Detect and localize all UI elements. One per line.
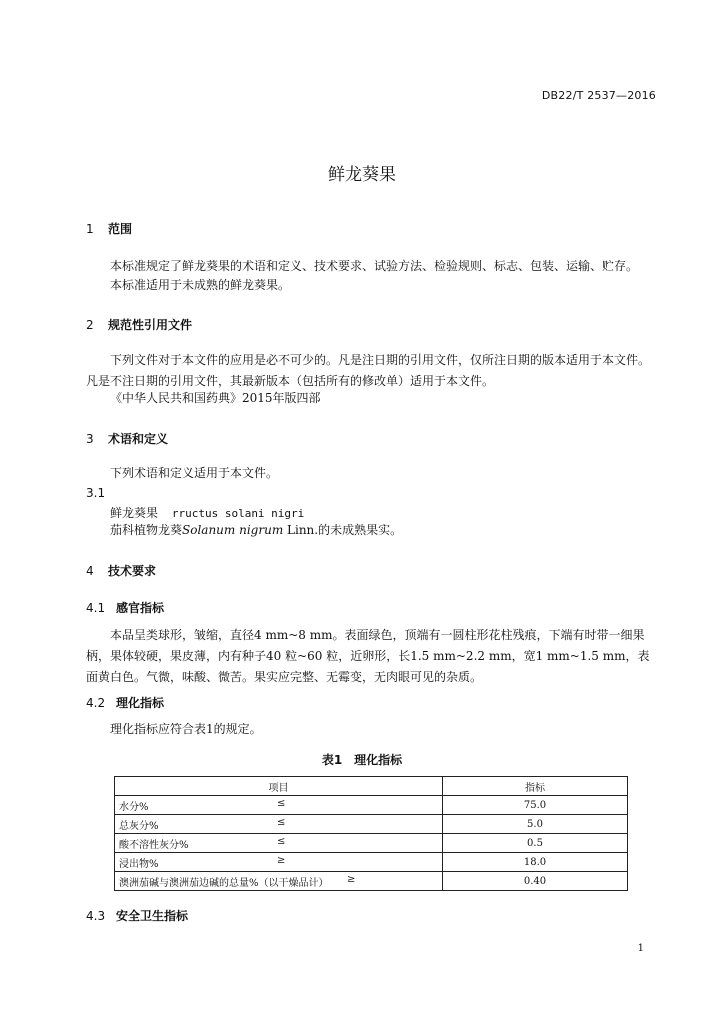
item-operator: ≥ [347, 874, 356, 885]
table-row [115, 815, 628, 834]
term-entry [110, 504, 304, 521]
definition-suffix: Linn.的未成熟果实。 [283, 523, 403, 537]
row-value: 75.0 [443, 796, 628, 815]
item-operator: ≤ [277, 817, 286, 828]
section-title: 安全卫生指标 [116, 909, 189, 923]
section-number: 2 [86, 318, 94, 332]
item-operator: ≤ [277, 798, 286, 809]
term-latin: rructus solani nigri [171, 507, 305, 520]
term-chinese: 鲜龙葵果 [110, 506, 159, 520]
item-name: 浸出物% [119, 858, 159, 870]
section-4-3-heading [86, 907, 188, 924]
section-number: 1 [86, 222, 94, 236]
item-name: 总灰分% [119, 820, 159, 832]
row-item [115, 796, 443, 815]
table-row [115, 872, 628, 891]
section-3-paragraph-1: 下列术语和定义适用于本文件。 [110, 466, 279, 480]
section-4-2-heading [86, 694, 164, 711]
item-name: 澳洲茄碱与澳洲茄边碱的总量%（以干燥品计） [119, 877, 329, 889]
page-number: 1 [637, 943, 644, 954]
row-value: 5.0 [443, 815, 628, 834]
physicochemical-table [114, 776, 628, 891]
section-4-1-heading [86, 599, 164, 616]
section-4-heading [86, 562, 156, 579]
definition-latin-name: Solanum nigrum [182, 523, 284, 537]
section-number: 4 [86, 564, 94, 578]
table-header-row [115, 777, 628, 796]
row-value: 0.40 [443, 872, 628, 891]
item-operator: ≥ [277, 855, 286, 866]
row-item [115, 815, 443, 834]
term-definition [110, 520, 402, 541]
table-row [115, 796, 628, 815]
table-row [115, 853, 628, 872]
item-name: 水分% [119, 801, 149, 813]
table-row [115, 834, 628, 853]
section-title: 感官指标 [116, 601, 165, 615]
section-title: 理化指标 [116, 696, 165, 710]
section-title: 技术要求 [108, 564, 157, 578]
section-1-paragraph-1: 本标准规定了鲜龙葵果的术语和定义、技术要求、试验方法、检验规则、标志、包装、运输、贮存。 [110, 259, 639, 273]
row-item [115, 834, 443, 853]
section-1-paragraph-2: 本标准适用于未成熟的鲜龙葵果。 [110, 278, 291, 292]
section-4-1-paragraph: 本品呈类球形，皱缩，直径4 mm~8 mm。表面绿色，顶端有一圆柱形花柱残痕，下端有时带一细果柄，果体较硬，果皮薄，内有种子40 粒~60 粒，近卵形，长1.5 mm~2.2 mm，宽1 mm~1.5 mm，表面黄白色。气微，味酸、微苦。果实应完整、无霉变，无肉眼可见的杂质。 [86, 628, 650, 684]
definition-prefix: 茄科植物龙葵 [110, 523, 183, 537]
item-operator: ≤ [277, 836, 286, 847]
row-value: 18.0 [443, 853, 628, 872]
row-value: 0.5 [443, 834, 628, 853]
section-number: 4.2 [86, 696, 106, 710]
section-title: 规范性引用文件 [108, 318, 193, 332]
row-item [115, 853, 443, 872]
section-2-reference: 《中华人民共和国药典》2015年版四部 [110, 391, 321, 405]
item-name: 酸不溶性灰分% [119, 839, 189, 851]
section-title: 术语和定义 [108, 432, 169, 446]
header-value: 指标 [443, 777, 628, 796]
section-3-heading [86, 430, 168, 447]
section-2-paragraph-1: 下列文件对于本文件的应用是必不可少的。凡是注日期的引用文件，仅所注日期的版本适用于本文件。凡是不注日期的引用文件，其最新版本（包括所有的修改单）适用于本文件。 [86, 353, 651, 388]
row-item [115, 872, 443, 891]
header-item: 项目 [115, 777, 443, 796]
section-number: 4.3 [86, 909, 106, 923]
section-4-2-paragraph: 理化指标应符合表1的规定。 [110, 722, 262, 736]
section-number: 4.1 [86, 601, 106, 615]
term-number: 3.1 [86, 486, 106, 500]
section-2-heading [86, 316, 192, 333]
standard-code: DB22/T 2537—2016 [541, 89, 656, 102]
section-number: 3 [86, 432, 94, 446]
document-title: 鲜龙葵果 [328, 165, 396, 185]
table-caption: 表1 理化指标 [321, 753, 403, 767]
section-title: 范围 [108, 222, 133, 236]
section-1-heading [86, 220, 132, 237]
